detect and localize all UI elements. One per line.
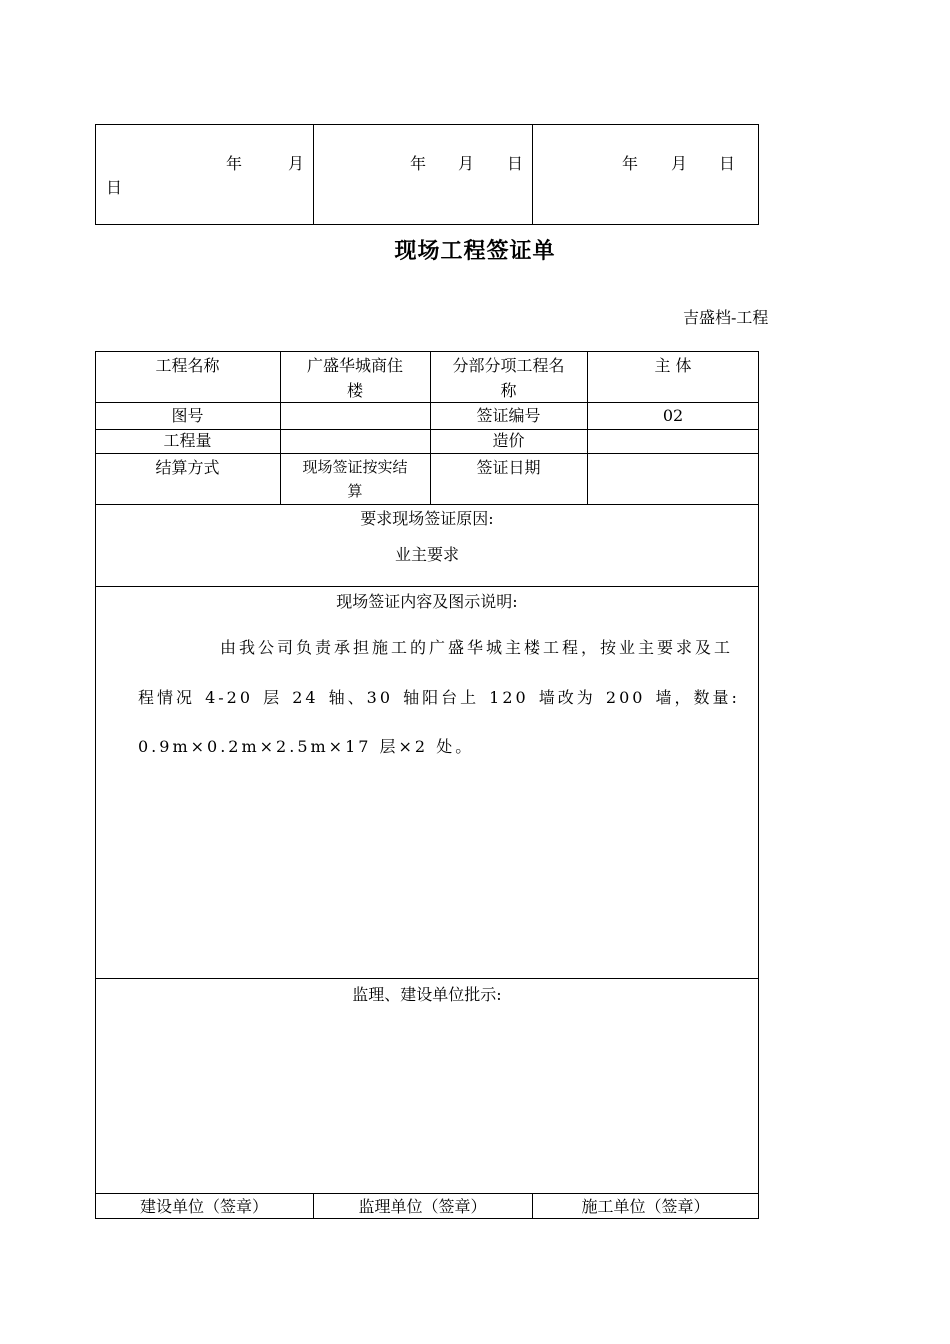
content-line-3: 0.9m×0.2m×2.5m×17 层×2 处。 (138, 737, 475, 756)
settlement-value-line2: 算 (347, 482, 363, 500)
project-name-value-line1: 广盛华城商住 (306, 356, 403, 375)
content-line-2: 程情况 4-20 层 24 轴、30 轴阳台上 120 墙改为 200 墙，数量: (138, 688, 740, 707)
form-hline-7 (95, 1193, 759, 1194)
sign-owner: 建设单位（签章） (139, 1197, 268, 1216)
project-name-label: 工程名称 (155, 356, 220, 375)
sub-project-label-line1: 分部分项工程名 (452, 356, 565, 375)
date-cell2-year: 年 (410, 154, 427, 173)
form-hline-5 (95, 586, 759, 587)
date-row-divider-2 (532, 124, 533, 225)
project-name-value-line2: 楼 (346, 381, 363, 400)
page-title: 现场工程签证单 (394, 238, 556, 264)
date-cell3-day: 日 (719, 154, 736, 173)
date-cell3-year: 年 (622, 154, 639, 173)
file-reference: 吉盛档-工程 (683, 308, 769, 327)
visa-no-label: 签证编号 (476, 406, 541, 425)
visa-no-value: 02 (662, 406, 684, 425)
date-cell3-month: 月 (671, 154, 688, 173)
date-cell1-year: 年 (226, 154, 243, 173)
sign-supervisor: 监理单位（签章） (358, 1197, 487, 1216)
reason-value: 业主要求 (394, 545, 459, 564)
sign-contractor: 施工单位（签章） (581, 1197, 710, 1216)
form-hline-4 (95, 504, 759, 505)
visa-form-table (95, 351, 759, 1219)
visa-date-label: 签证日期 (476, 458, 541, 477)
form-hline-6 (95, 978, 759, 979)
form-hline-3 (95, 453, 759, 454)
cost-label: 造价 (492, 431, 525, 450)
date-row-table (95, 124, 759, 225)
date-cell2-day: 日 (507, 154, 524, 173)
form-hline-1 (95, 402, 759, 403)
settlement-label: 结算方式 (155, 458, 220, 477)
settlement-value-line1: 现场签证按实结 (302, 458, 408, 476)
sub-project-value: 主 体 (654, 356, 692, 375)
date-cell1-month: 月 (288, 154, 305, 173)
date-row-divider-1 (313, 124, 314, 225)
drawing-no-label: 图号 (171, 406, 204, 425)
sub-project-label-line2: 称 (500, 381, 517, 400)
content-line-1: 由我公司负责承担施工的广盛华城主楼工程，按业主要求及工 (220, 638, 734, 657)
form-hline-2 (95, 429, 759, 430)
reason-label: 要求现场签证原因: (360, 509, 494, 528)
content-label: 现场签证内容及图示说明: (336, 592, 518, 611)
date-cell1-day: 日 (106, 178, 123, 197)
approval-label: 监理、建设单位批示: (352, 985, 502, 1004)
quantity-label: 工程量 (163, 431, 212, 450)
date-cell2-month: 月 (458, 154, 475, 173)
